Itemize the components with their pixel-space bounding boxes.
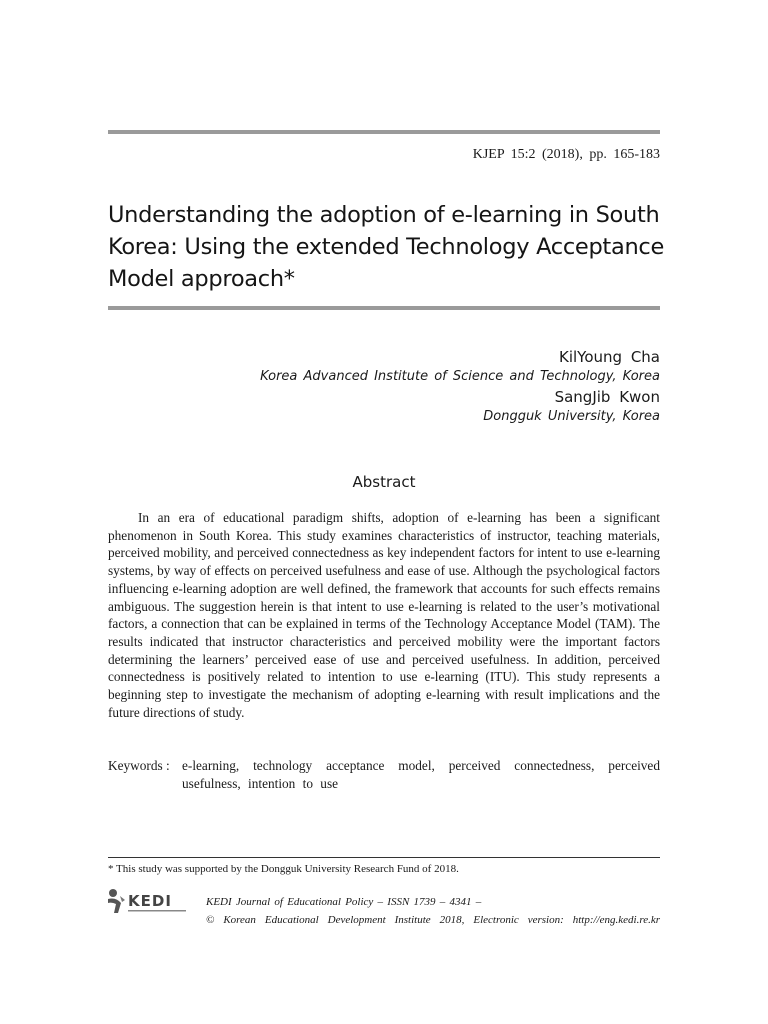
journal-citation: KJEP 15:2 (2018), pp. 165-183 <box>472 147 660 162</box>
author-affiliation: Korea Advanced Institute of Science and Technology, Korea <box>260 369 660 384</box>
top-rule <box>108 130 660 134</box>
keywords-label: Keywords : <box>108 758 170 773</box>
author-name: SangJib Kwon <box>554 388 660 406</box>
journal-copyright-line: © Korean Educational Development Institute 2018, Electronic version: http://eng.kedi.re.kr <box>206 914 660 926</box>
footnote-rule <box>108 857 660 858</box>
journal-info <box>206 893 660 929</box>
abstract-heading: Abstract <box>352 473 416 491</box>
kedi-logo <box>106 887 198 917</box>
paper-title: Understanding the adoption of e-learning in South Korea: Using the extended Technology Acceptance Model approach* <box>108 202 665 292</box>
svg-text:KEDI: KEDI <box>128 892 172 910</box>
abstract-body: In an era of educational paradigm shifts, adoption of e-learning has been a significant phenomenon in South Korea. This study examines characteristics of instructor, teaching materials, perceived mobility, and perceived connectedness as key independent factors for intent to use e-learning systems, by way of effects on perceived usefulness and ease of use. Although the psychological factors influencing e-learning adoption are well defined, the framework that accounts for such effects remains ambiguous. The suggestion herein is that intent to use e-learning is related to the user’s motivational factors, a connection that can be explained in terms of the Technology Acceptance Model (TAM). The results indicated that instructor characteristics and perceived mobility were the important factors determining the learners’ perceived ease of use and perceived usefulness. In addition, perceived connectedness is positively related to intention to use e-learning (ITU). This study represents a beginning step to investigate the mechanism of adopting e-learning with result implications and the future directions of study. <box>108 510 660 720</box>
keywords-section <box>108 757 660 793</box>
author-name: KilYoung Cha <box>559 348 660 366</box>
author-affiliation: Dongguk University, Korea <box>483 409 660 424</box>
author-block-1 <box>260 347 660 387</box>
footnote: * This study was supported by the Dongguk University Research Fund of 2018. <box>108 863 459 875</box>
title-rule <box>108 306 660 310</box>
journal-issn-line: KEDI Journal of Educational Policy – ISSN 1739 – 4341 – <box>206 896 482 908</box>
author-block-2 <box>483 387 660 427</box>
keywords-text: e-learning, technology acceptance model, perceived connectedness, perceived usefulness, intention to use <box>182 758 660 791</box>
